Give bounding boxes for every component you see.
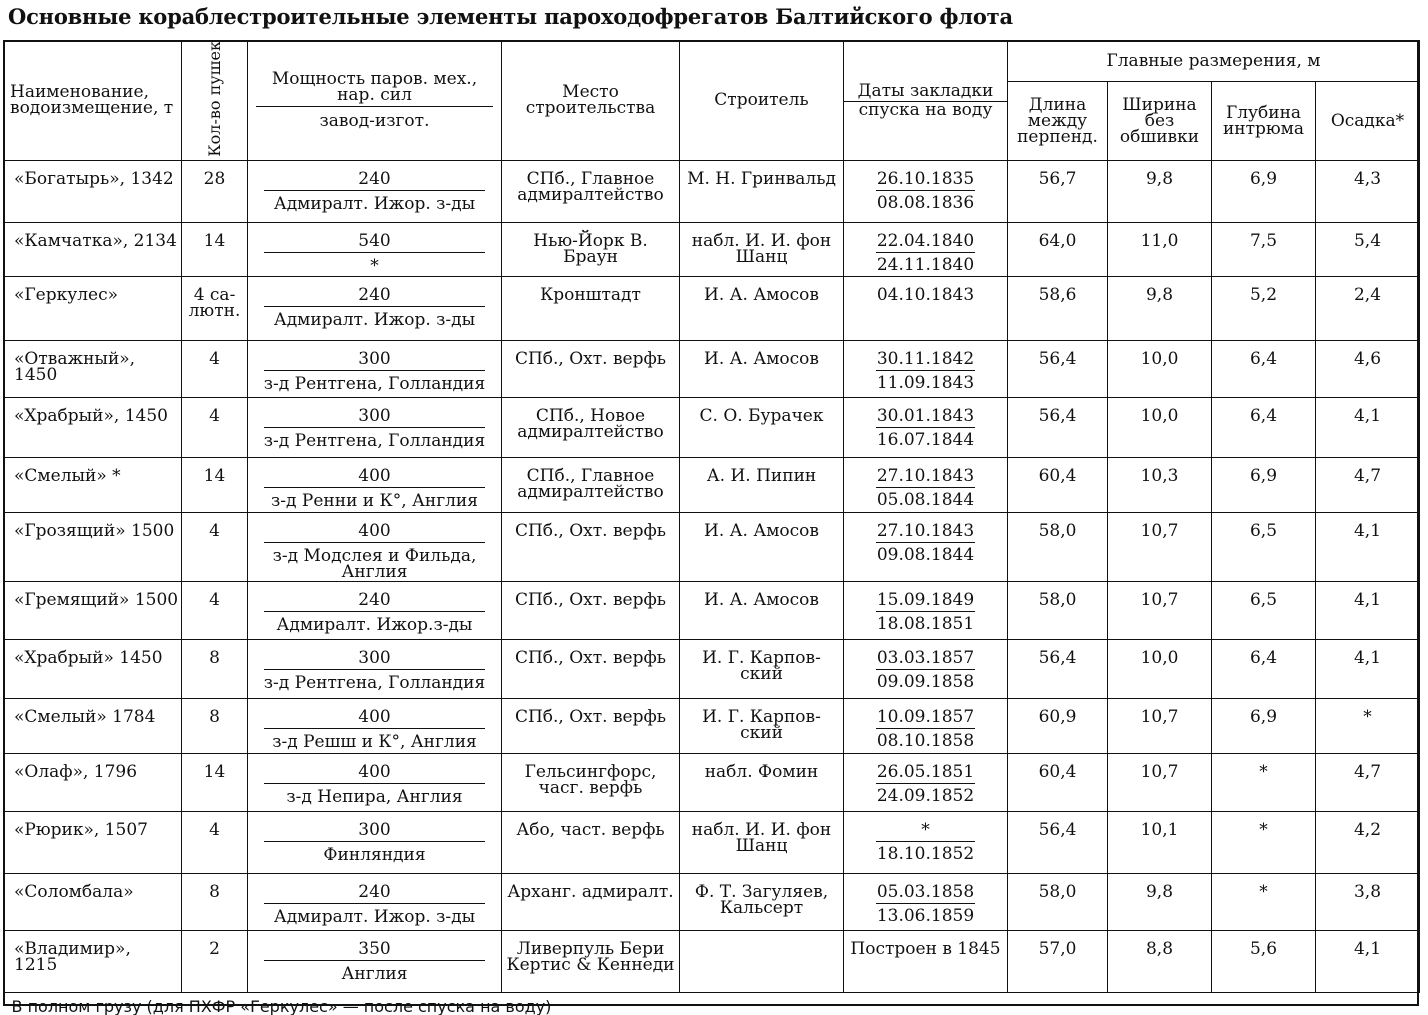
header-guns-label: Кол-во пушек — [204, 41, 224, 157]
build-place: Кронштадт — [502, 276, 680, 340]
header-guns — [182, 41, 248, 161]
length-value: 58,0 — [1008, 873, 1108, 930]
dates-cell — [844, 512, 1008, 581]
draft-value: 4,6 — [1316, 340, 1420, 397]
dates-cell — [844, 581, 1008, 639]
width-value: 11,0 — [1108, 222, 1212, 276]
header-depth: Глубина интрюма — [1212, 81, 1316, 160]
length-value: 58,0 — [1008, 512, 1108, 581]
ship-name: «Храбрый», 1450 — [4, 397, 182, 457]
dates-cell — [844, 930, 1008, 992]
build-place: СПб., Новое адмиралтейство — [502, 397, 680, 457]
launch-date: 09.08.1844 — [876, 544, 975, 565]
header-power-top: Мощность паров. мех., нар. сил — [256, 71, 493, 107]
table-row — [4, 276, 1420, 340]
header-power — [248, 41, 502, 161]
builder-name: И. А. Амосов — [680, 512, 844, 581]
launch-date: 18.08.1851 — [876, 613, 975, 634]
length-value: 60,4 — [1008, 753, 1108, 811]
width-value: 10,0 — [1108, 639, 1212, 698]
draft-value: 4,2 — [1316, 811, 1420, 873]
guns-count: 4 — [182, 581, 248, 639]
guns-count: 4 — [182, 811, 248, 873]
width-value: 10,1 — [1108, 811, 1212, 873]
draft-value: 3,8 — [1316, 873, 1420, 930]
launch-date: 16.07.1844 — [876, 429, 975, 450]
plant-name: з-д Ренни и К°, Англия — [271, 490, 478, 511]
plant-name: * — [370, 255, 379, 276]
build-place: Нью-Йорк В. Браун — [502, 222, 680, 276]
draft-value: 2,4 — [1316, 276, 1420, 340]
power-value: 540 — [264, 233, 485, 253]
launch-date: 24.09.1852 — [876, 785, 975, 806]
draft-value: 4,7 — [1316, 457, 1420, 512]
width-value: 9,8 — [1108, 873, 1212, 930]
length-value: 56,4 — [1008, 340, 1108, 397]
laid-date: 30.11.1842 — [876, 348, 975, 369]
depth-value: * — [1212, 811, 1316, 873]
guns-count: 14 — [182, 457, 248, 512]
length-value: 60,4 — [1008, 457, 1108, 512]
build-place: СПб., Охт. верфь — [502, 340, 680, 397]
table-row — [4, 512, 1420, 581]
build-place: СПб., Главное адмиралтейство — [502, 160, 680, 222]
builder-name: И. Г. Карпов-ский — [680, 698, 844, 753]
power-cell — [248, 457, 502, 512]
ship-name: «Олаф», 1796 — [4, 753, 182, 811]
power-cell — [248, 930, 502, 992]
table-row — [4, 397, 1420, 457]
draft-value: 4,3 — [1316, 160, 1420, 222]
builder-name: А. И. Пипин — [680, 457, 844, 512]
draft-value: 4,1 — [1316, 930, 1420, 992]
plant-name: Адмиралт. Ижор. з-ды — [273, 193, 476, 214]
guns-count: 4 — [182, 397, 248, 457]
laid-date: 22.04.1840 — [876, 230, 975, 251]
depth-value: * — [1212, 873, 1316, 930]
plant-name: з-д Решш и К°, Англия — [272, 731, 477, 752]
guns-count: 4 — [182, 512, 248, 581]
ship-name: «Смелый» 1784 — [4, 698, 182, 753]
builder-name: И. А. Амосов — [680, 340, 844, 397]
header-dates-bottom: спуска на воду — [858, 99, 993, 120]
launch-date: 24.11.1840 — [876, 254, 975, 275]
depth-value: 5,2 — [1212, 276, 1316, 340]
build-place: Гельсингфорс, часг. верфь — [502, 753, 680, 811]
depth-value: 6,9 — [1212, 457, 1316, 512]
ship-name: «Соломбала» — [4, 873, 182, 930]
draft-value: * — [1316, 698, 1420, 753]
power-value: 240 — [264, 171, 485, 191]
dates-cell — [844, 222, 1008, 276]
ship-name: «Богатырь», 1342 — [4, 160, 182, 222]
ship-name: «Грозящий» 1500 — [4, 512, 182, 581]
power-value: 240 — [264, 287, 485, 307]
header-place: Место строительства — [502, 41, 680, 161]
depth-value: 6,9 — [1212, 698, 1316, 753]
builder-name: И. А. Амосов — [680, 581, 844, 639]
power-cell — [248, 873, 502, 930]
builder-name: И. Г. Карпов-ский — [680, 639, 844, 698]
draft-value: 4,1 — [1316, 397, 1420, 457]
power-value: 300 — [264, 408, 485, 428]
table-row — [4, 160, 1420, 222]
header-name: Наименование, водоизмещение, т — [4, 41, 182, 161]
power-cell — [248, 276, 502, 340]
launch-date: 09.09.1858 — [876, 671, 975, 692]
launch-date: 05.08.1844 — [876, 489, 975, 510]
length-value: 60,9 — [1008, 698, 1108, 753]
length-value: 56,4 — [1008, 639, 1108, 698]
depth-value: 6,4 — [1212, 397, 1316, 457]
laid-date: 26.10.1835 — [876, 168, 975, 189]
footnote-row — [4, 992, 1420, 1015]
launch-date: 18.10.1852 — [876, 843, 975, 864]
dates-cell — [844, 457, 1008, 512]
build-place: Арханг. адмиралт. — [502, 873, 680, 930]
length-value: 56,4 — [1008, 397, 1108, 457]
power-value: 400 — [264, 523, 485, 543]
builder-name: набл. Фомин — [680, 753, 844, 811]
power-value: 400 — [264, 468, 485, 488]
dates-cell — [844, 873, 1008, 930]
dates-cell — [844, 160, 1008, 222]
builder-name: М. Н. Гринвальд — [680, 160, 844, 222]
launch-date: 13.06.1859 — [876, 905, 975, 926]
plant-name: Адмиралт. Ижор. з-ды — [273, 906, 476, 927]
ship-name: «Камчатка», 2134 — [4, 222, 182, 276]
dates-cell — [844, 698, 1008, 753]
guns-count: 14 — [182, 753, 248, 811]
laid-date: 26.05.1851 — [876, 761, 975, 782]
length-value: 58,6 — [1008, 276, 1108, 340]
ship-name: «Рюрик», 1507 — [4, 811, 182, 873]
build-place: СПб., Главное адмиралтейство — [502, 457, 680, 512]
laid-date: 27.10.1843 — [876, 520, 975, 541]
laid-date: 03.03.1857 — [876, 647, 975, 668]
header-length: Длина между перпенд. — [1008, 81, 1108, 160]
power-cell — [248, 160, 502, 222]
depth-value: * — [1212, 753, 1316, 811]
table-row — [4, 753, 1420, 811]
power-cell — [248, 397, 502, 457]
table-body — [4, 160, 1420, 1015]
width-value: 9,8 — [1108, 160, 1212, 222]
laid-date: 30.01.1843 — [876, 405, 975, 426]
dates-cell — [844, 340, 1008, 397]
length-value: 56,4 — [1008, 811, 1108, 873]
width-value: 10,7 — [1108, 698, 1212, 753]
laid-date: 10.09.1857 — [876, 706, 975, 727]
launch-date: 08.08.1836 — [876, 192, 975, 213]
header-dates-top: Даты закладки — [844, 83, 1007, 102]
dates-cell — [844, 276, 1008, 340]
width-value: 10,3 — [1108, 457, 1212, 512]
table-row — [4, 639, 1420, 698]
table-row — [4, 222, 1420, 276]
laid-date: 15.09.1849 — [876, 589, 975, 610]
build-place: СПб., Охт. верфь — [502, 698, 680, 753]
draft-value: 4,1 — [1316, 639, 1420, 698]
power-value: 240 — [264, 884, 485, 904]
width-value: 10,7 — [1108, 581, 1212, 639]
ship-name: «Геркулес» — [4, 276, 182, 340]
draft-value: 4,1 — [1316, 512, 1420, 581]
build-place: Або, част. верфь — [502, 811, 680, 873]
builder-name: С. О. Бурачек — [680, 397, 844, 457]
ship-name: «Смелый» * — [4, 457, 182, 512]
depth-value: 6,5 — [1212, 581, 1316, 639]
header-builder: Строитель — [680, 41, 844, 161]
power-cell — [248, 340, 502, 397]
footnote: В полном грузу (для ПХФР «Геркулес» — после спуска на воду) — [11, 996, 552, 1015]
power-value: 300 — [264, 351, 485, 371]
width-value: 10,0 — [1108, 340, 1212, 397]
table-row — [4, 930, 1420, 992]
dates-cell — [844, 397, 1008, 457]
plant-name: Адмиралт. Ижор. з-ды — [273, 309, 476, 330]
guns-count: 8 — [182, 639, 248, 698]
power-value: 300 — [264, 822, 485, 842]
build-place: Ливерпуль Бери Кертис & Кеннеди — [502, 930, 680, 992]
depth-value: 6,9 — [1212, 160, 1316, 222]
power-value: 240 — [264, 592, 485, 612]
build-place: СПб., Охт. верфь — [502, 639, 680, 698]
width-value: 10,0 — [1108, 397, 1212, 457]
header-draft: Осадка* — [1316, 81, 1420, 160]
laid-date: * — [876, 822, 975, 842]
power-cell — [248, 222, 502, 276]
depth-value: 7,5 — [1212, 222, 1316, 276]
power-value: 400 — [264, 709, 485, 729]
length-value: 57,0 — [1008, 930, 1108, 992]
width-value: 8,8 — [1108, 930, 1212, 992]
plant-name: Финляндия — [323, 844, 426, 865]
power-cell — [248, 698, 502, 753]
ship-name: «Храбрый» 1450 — [4, 639, 182, 698]
guns-count: 2 — [182, 930, 248, 992]
build-place: СПб., Охт. верфь — [502, 581, 680, 639]
ship-name: «Отважный», 1450 — [4, 340, 182, 397]
width-value: 10,7 — [1108, 753, 1212, 811]
dates-cell — [844, 639, 1008, 698]
width-value: 9,8 — [1108, 276, 1212, 340]
power-cell — [248, 639, 502, 698]
laid-date: 05.03.1858 — [876, 881, 975, 902]
table-row — [4, 457, 1420, 512]
build-place: СПб., Охт. верфь — [502, 512, 680, 581]
laid-date: 27.10.1843 — [876, 465, 975, 486]
header-power-bottom: завод-изгот. — [319, 111, 430, 132]
length-value: 64,0 — [1008, 222, 1108, 276]
depth-value: 5,6 — [1212, 930, 1316, 992]
plant-name: з-д Рентгена, Голландия — [263, 672, 486, 693]
table-row — [4, 873, 1420, 930]
header-dates — [844, 41, 1008, 161]
builder-name — [680, 930, 844, 992]
laid-date: 04.10.1843 — [876, 284, 975, 305]
power-cell — [248, 811, 502, 873]
plant-name: з-д Рентгена, Голландия — [263, 430, 486, 451]
power-value: 400 — [264, 764, 485, 784]
guns-count: 8 — [182, 698, 248, 753]
power-cell — [248, 512, 502, 581]
length-value: 56,7 — [1008, 160, 1108, 222]
depth-value: 6,4 — [1212, 340, 1316, 397]
width-value: 10,7 — [1108, 512, 1212, 581]
depth-value: 6,5 — [1212, 512, 1316, 581]
plant-name: з-д Модслея и Фильда, Англия — [272, 545, 477, 582]
power-cell — [248, 581, 502, 639]
draft-value: 4,7 — [1316, 753, 1420, 811]
plant-name: з-д Непира, Англия — [286, 786, 463, 807]
dates-cell — [844, 811, 1008, 873]
table-row — [4, 340, 1420, 397]
guns-count: 4 — [182, 340, 248, 397]
launch-date: 08.10.1858 — [876, 730, 975, 751]
guns-count: 14 — [182, 222, 248, 276]
guns-count: 8 — [182, 873, 248, 930]
table-row — [4, 581, 1420, 639]
length-value: 58,0 — [1008, 581, 1108, 639]
draft-value: 4,1 — [1316, 581, 1420, 639]
plant-name: з-д Рентгена, Голландия — [263, 373, 486, 394]
ship-name: «Владимир», 1215 — [4, 930, 182, 992]
builder-name: Ф. Т. Загуляев, Кальсерт — [680, 873, 844, 930]
table-row — [4, 698, 1420, 753]
plant-name: Англия — [341, 963, 408, 984]
header-dims-group: Главные размерения, м — [1008, 41, 1420, 82]
power-value: 350 — [264, 941, 485, 961]
guns-count: 28 — [182, 160, 248, 222]
builder-name: набл. И. И. фон Шанц — [680, 811, 844, 873]
page-title: Основные кораблестроительные элементы пароходофрегатов Балтийского флота — [8, 4, 1013, 29]
header-width: Ширина без обшивки — [1108, 81, 1212, 160]
builder-name: И. А. Амосов — [680, 276, 844, 340]
launch-date: 11.09.1843 — [876, 372, 975, 393]
guns-count: 4 са-лютн. — [182, 276, 248, 340]
ships-table — [3, 40, 1420, 1015]
dates-cell — [844, 753, 1008, 811]
power-value: 300 — [264, 650, 485, 670]
builder-name: набл. И. И. фон Шанц — [680, 222, 844, 276]
ship-name: «Гремящий» 1500 — [4, 581, 182, 639]
plant-name: Адмиралт. Ижор.з-ды — [276, 614, 473, 635]
table-row — [4, 811, 1420, 873]
depth-value: 6,4 — [1212, 639, 1316, 698]
laid-date: Построен в 1845 — [850, 938, 1001, 959]
draft-value: 5,4 — [1316, 222, 1420, 276]
power-cell — [248, 753, 502, 811]
